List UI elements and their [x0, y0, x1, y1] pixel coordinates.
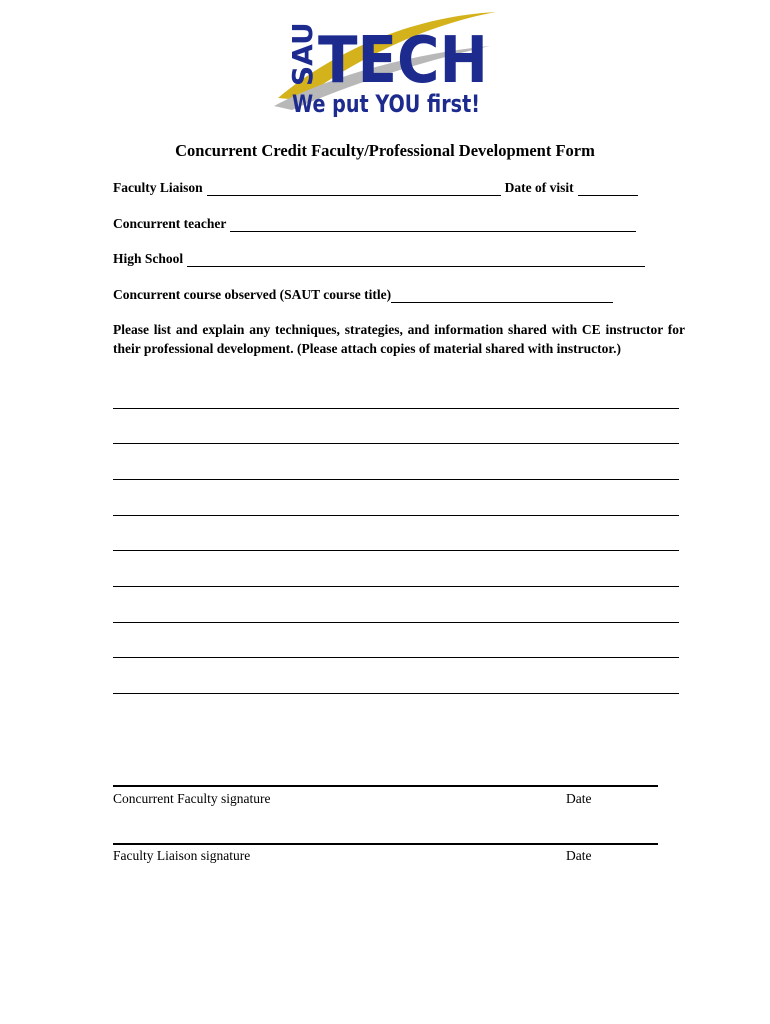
- course-observed-label: Concurrent course observed (SAUT course title): [113, 287, 392, 302]
- faculty-liaison-label: Faculty Liaison: [113, 180, 203, 195]
- faculty-liaison-field[interactable]: [207, 183, 501, 196]
- high-school-field[interactable]: [187, 254, 645, 267]
- response-line-3[interactable]: [113, 479, 679, 480]
- liaison-signature-line[interactable]: [113, 843, 658, 845]
- high-school-row: [113, 251, 649, 267]
- response-line-6[interactable]: [113, 586, 679, 587]
- liaison-signature-label: Faculty Liaison signature: [113, 848, 251, 863]
- course-observed-row: [113, 287, 617, 303]
- faculty-signature-line[interactable]: [113, 785, 658, 787]
- liaison-signature-date-label: Date: [566, 848, 592, 863]
- faculty-liaison-row: [113, 180, 642, 196]
- logo-tech-text: TECH: [318, 24, 488, 98]
- logo-tagline: We put YOU first!: [292, 90, 480, 118]
- response-line-5[interactable]: [113, 550, 679, 551]
- form-title: Concurrent Credit Faculty/Professional Development Form: [175, 141, 595, 160]
- high-school-label: High School: [113, 251, 184, 266]
- response-line-9[interactable]: [113, 693, 679, 694]
- concurrent-teacher-label: Concurrent teacher: [113, 216, 227, 231]
- response-line-1[interactable]: [113, 408, 679, 409]
- logo-graphic: [270, 6, 502, 118]
- course-observed-field[interactable]: [391, 290, 613, 303]
- instructions-text: Please list and explain any techniques, strategies, and information shared with CE instructor for their professional development. (Please attach copies of material shared with instructor.): [113, 322, 685, 356]
- date-of-visit-label: Date of visit: [504, 180, 574, 195]
- concurrent-teacher-field[interactable]: [230, 219, 636, 232]
- date-of-visit-field[interactable]: [578, 183, 638, 196]
- faculty-signature-label: Concurrent Faculty signature: [113, 791, 271, 806]
- faculty-signature-date-label: Date: [566, 791, 592, 806]
- response-line-4[interactable]: [113, 515, 679, 516]
- response-line-7[interactable]: [113, 622, 679, 623]
- response-line-2[interactable]: [113, 443, 679, 444]
- concurrent-teacher-row: [113, 216, 640, 232]
- response-line-8[interactable]: [113, 657, 679, 658]
- logo-sau-text: SAU: [286, 22, 319, 86]
- sau-tech-logo: [270, 6, 502, 118]
